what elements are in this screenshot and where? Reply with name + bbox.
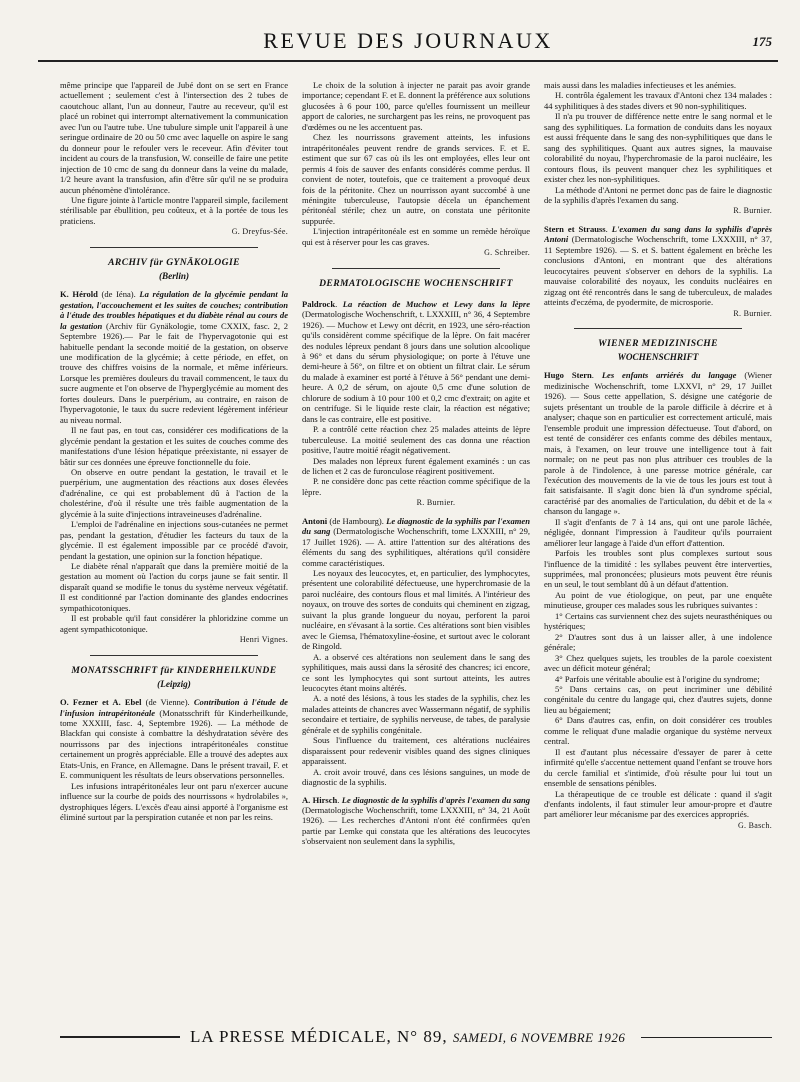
article-title: L'examen du sang dans la syphilis d'après Antoni [544,223,772,245]
author-affiliation: (de Iéna). [97,289,140,300]
paragraph: P. a contrôlé cette réaction chez 25 malades atteints de lèpre tuberculeuse. La moitié seulement des cas donna une réaction positive, l'autre moitié réagit négativement. [302,424,530,456]
paragraph: Les noyaux des leucocytes, et, en particulier, des lymphocytes, présentent une colorabilité défectueuse, une hyperchromasie de la paroi nucléaire, des contours flous et mal limités. A l'intérieur des noyaux, on trouve des sortes de conduits qui cheminent en zigzag, suivant la plus grande longueur du noyau, perforent la paroi nucléaire, en s'évasant à la sortie. Ces altérations sont bien visibles avec le Giemsa, l'hématoxyline-éosine, et surtout avec le colorant de Ringold. [302,568,530,652]
article-body: (Dermatologische Wochenschrift, tome LXXXIII, n° 29, 17 Juillet 1926). — A. attire l'attention sur des altérations des éléments du sang des syphilitiques, altérations qu'il considère comme caractéristiques. [302,526,530,568]
section-divider [90,655,258,656]
list-item: 4° Parfois une véritable aboulie est à l'origine du syndrome; [555,673,760,684]
paragraph: Le diabète rénal n'apparaît que dans la première moitié de la gestation au moment où l'action du corps jaune se fait sentir. Il disparaît quand se modifie le tonus du système nerveux végétatif. Il est conditionné par l'action dominante des glandes endocrines sympathicotoniques. [60,561,288,613]
paragraph: Une figure jointe à l'article montre l'appareil simple, facilement stérilisable par ébullition, peu coûteux, et à la portée de tous les praticiens. [60,194,288,226]
paragraph: même principe que l'appareil de Jubé dont on se sert en France actuellement ; seulement c'est à l'intersection des 2 tubes de caoutchouc allant, l'un au donneur, l'autre au receveur, qu'il est placé un robinet qui interrompt alternativement la communication avec l'un ou l'autre tube. Une tubulure simple unit l'appareil à une seringue ordinaire de 20 ou 50 cmc avec laquelle on aspire le sang du donneur pour le refouler vers le receveur. Afin d'éviter tout incident au cours de la transfusion, W. conseille de faire une petite injection de 10 cmc de sang du donneur dans la veine du malade, 1/2 heure avant la transfusion, afin d'être sûr qu'il ne se produira aucun phénomène d'intolérance. [60,80,288,195]
article-abstract: Paldrock. La réaction de Muchow et Lewy dans la lèpre (Dermatologische Wochenschrift, t. LXXXIII, n° 36, 4 Septembre 1926). — Muchow et Lewy ont décrit, en 1923, une séro-réaction qu'ils considèrent comme spécifique de la lèpre. On fait macérer des nodules lépreux pendant 8 jours dans une solution alcoolique à 96° et dans du sérum physiologique; on porte à l'étuve une demi-heure à 56°, on filtre et on obtient un filtrat clair. Le sérum du malade à examiner est porté à l'étuve à 56° pendant une demi-heure. A 0,2 de sérum, on ajoute 0,5 cmc d'une solution de chlorure de sodium à 10 pour 100 et 0,2 cmc d'extrait; on agite et on centrifuge. Si le liquide reste clair, la réaction est négative; dans le cas contraire, elle est positive. [302,298,530,424]
footer-rule-right [641,1037,772,1038]
list-item: 1° Certains cas surviennent chez des sujets neurasthéniques ou hystériques; [544,610,772,632]
article-author: Stern et Strauss [544,223,606,234]
article-abstract: A. Hirsch. Le diagnostic de la syphilis d'après l'examen du sang (Dermatologische Wochenschrift, tome LXXXIII, n° 34, 21 Août 1926). — Les recherches d'Antoni n'ont été confirmées qu'en partie par Lemke qui constata que les altérations des leucocytes s'observaient non seulement dans la syphilis, [302,794,530,847]
article-author: A. Hirsch [302,794,338,805]
page-header [38,26,778,62]
article-title: Le diagnostic de la syphilis d'après l'examen du sang [341,794,530,805]
publication-date: SAMEDI, 6 NOVEMBRE 1926 [452,1030,626,1045]
article-abstract: Stern et Strauss. L'examen du sang dans la syphilis d'après Antoni (Dermatologische Wochenschrift, tome LXXXIII, n° 37, 11 Septembre 1926). — S. et S. battent également en brèche les conclusions d'Antoni, en montrant que des altérations leucocytaires peuvent s'observer en dehors de la syphilis. La mauvaise colorabilité des noyaux, les conduits nucléaires en zigzag ont été rencontrés dans le sang de tuberculeux, de malades atteints d'eczéma, de pyodermite, de microsporie. [544,223,772,308]
article-title: Les enfants arriérés du langage [601,370,737,381]
paragraph: La méthode d'Antoni ne permet donc pas de faire le diagnostic de la syphilis d'après l'examen du sang. [544,184,772,205]
paragraph: On observe en outre pendant la gestation, le travail et le puerpérium, une augmentation des réactions aux doses élevées d'adrénaline, ce qui est probablement dû à l'action de la cholestérine, d'où il résulte une très faible augmentation de la glycémie à la suite d'injections intraveineuses d'adrénaline. [60,466,288,519]
paragraph: Sous l'influence du traitement, ces altérations nucléaires disparaissent pour redevenir visibles quand des signes cliniques apparaissent. [302,735,530,767]
paragraph: Il n'a pu trouver de différence nette entre le sang normal et le sang des syphilitiques. La formation de conduits dans les noyaux est aussi fréquente dans le sang des non-syphilitiques que dans le sang des syphilitiques. Quant aux autres signes, la mauvaise colorabilité du noyau, l'hyperchromasie de la paroi nucléaire, les contours flous, ils peuvent manquer chez les syphilitiques et exister chez les non-syphilitiques. [544,111,772,185]
journal-section-heading: WIENER MEDIZINISCHE [598,337,718,349]
author-signature: Henri Vignes. [239,635,288,645]
paragraph: Il ne faut pas, en tout cas, considérer ces modifications de la glycémie pendant la gestation et les suites de couches comme des manifestations d'une lésion hépatique préexistante, ni essayer de bâtir sur ces données une épreuve fonctionnelle du foie. [60,425,288,467]
article-author: Paldrock [302,298,336,309]
article-title: Contribution à l'étude de l'infusion intrapéritonéale [60,697,288,718]
article-abstract [60,289,288,425]
paragraph: Il s'agit d'enfants de 7 à 14 ans, qui ont une parole lâchée, négligée, donnant l'impression à l'auditeur qu'ils pourraient améliorer leur langage à l'aide d'un effort d'attention. [544,516,772,548]
paragraph: H. contrôla également les travaux d'Antoni chez 134 malades : 44 syphilitiques à des stades divers et 90 non-syphilitiques. [544,90,772,111]
paragraph: mais aussi dans les maladies infectieuses et les anémies. [544,80,737,90]
paragraph: A. a observé ces altérations non seulement dans le sang des syphilitiques, mais aussi dans la sérosité des chancres; ici encore, ce sont les lymphocytes qui sont surtout atteints, les autres leucocytes étant moins altérés. [302,651,530,694]
author-signature: R. Burnier. [416,498,456,508]
article-title: La régulation de la glycémie pendant la gestation, l'accouchement et les suites de couches; contribution à l'étude des troubles hépatiques et du diabète rénal au cours de la gestation [60,289,288,331]
footer-rule-left [60,1036,180,1038]
article-body: (Archiv für Gynäkologie, tome CXXIX, fasc. 2, 2 Septembre 1926).— Par le fait de l'hypervagotonie qui est habituelle pendant la seconde moitié de la gestation, on observe une modification de la glycémie; à cette période, en effet, on trouve des chiffres voisins de la normale, et même inférieurs. Lorsque les premières douleurs du travail commencent, le taux du sucre augmente et l'on observe de l'hyperglycémie au moment des fortes douleurs. Dans le puerpérium, au contraire, en raison de l'hypervagotonie, le taux du sucre redevient légèrement inférieur au niveau normal. [60,320,288,425]
paragraph: L'emploi de l'adrénaline en injections sous-cutanées ne permet pas, pendant la gestation, d'étudier les facteurs du taux de la glycémie. Il est également impossible par ce procédé d'avoir, pendant la gestation, une opinion sur la fonction hépatique. [60,519,288,561]
article-body: (Dermatologische Wochenschrift, t. LXXXIII, n° 36, 4 Septembre 1926). — Muchow et Lewy ont décrit, en 1923, une séro-réaction qu'ils considèrent comme spécifique de la lèpre. On fait macérer des nodules lépreux pendant 8 jours dans une solution alcoolique à 96° et dans du sérum physiologique; on porte à l'étuve une demi-heure à 56°, on filtre et on obtient un filtrat clair. Le sérum du malade à examiner est porté à l'étuve à 56° pendant une demi-heure. A 0,2 de sérum, on ajoute 0,5 cmc d'une solution de chlorure de sodium à 10 pour 100 et 0,2 cmc d'extrait; on agite et on centrifuge. Si le liquide reste clair, la réaction est négative; dans le cas contraire, elle est positive. [302,309,530,424]
paragraph: A. croit avoir trouvé, dans ces lésions sanguines, un mode de diagnostic de la syphilis. [302,766,530,788]
list-item: 3° Chez quelques sujets, les troubles de la parole coexistent avec un déficit moteur général; [544,652,772,674]
page-number: 175 [752,34,772,49]
article-author: O. Fezner et A. Ebel [60,697,142,708]
author-signature: G. Dreyfus-Sée. [231,227,288,237]
article-author: Antoni [302,515,328,526]
paragraph: Il est probable qu'il faut considérer la phloridzine comme un agent sympathicotonique. [60,613,288,634]
article-body: (Dermatologische Wochenschrift, tome LXXXIII, n° 37, 11 Septembre 1926). — S. et S. battent également en brèche les conclusions d'Antoni, en montrant que des altérations leucocytaires peuvent s'observer en dehors de la syphilis. La mauvaise colorabilité des noyaux, les conduits nucléaires en zigzag ont été rencontrés dans le sang de tuberculeux, de malades atteints d'eczéma, de pyodermite, de microsporie. [544,234,772,308]
article-abstract: Hugo Stern. Les enfants arriérés du langage (Wiener medizinische Wochenschrift, tome LXXVI, n° 29, 17 Juillet 1926). — Sous cette appellation, S. désigne une catégorie de sujets présentant un trouble de la parole difficile à décrire et à analyser; chaque son en particulier est correctement articulé, mais l'ensemble produit une impression défectueuse. Tout d'abord, on est tenté de considérer ces enfants comme des débiles mentaux, mais, à l'examen, on leur trouve une intelligence tout à fait normale; on ne peut pas non plus attribuer ces troubles de la parole à de l'indolence, à une paresse motrice générale, car l'exécution des mouvements de la vie de tous les jours est tout à fait satisfaisante. Il s'agit donc bien là d'un syndrome spécial, caractérisé par des anomalies de l'articulation, du débit et de la « chanson du langage ». [544,370,772,517]
author-affiliation: (de Hambourg). [327,515,387,526]
article-author: K. Hérold [60,289,98,300]
article-body: (Dermatologische Wochenschrift, tome LXXXIII, n° 34, 21 Août 1926). — Les recherches d'Antoni n'ont été confirmées qu'en partie par Lemke qui constata que les altérations des leucocytes s'observaient non seulement dans la syphilis, [302,805,530,847]
author-signature: G. Schreiber. [484,248,530,258]
article-body: (Monatsschrift für Kinderheilkunde, tome XXXIII, fasc. 4, Septembre 1926). — La méthode de Blackfan qui consiste à combattre la déshydratation sévère des nourrissons par des injections intrapéritonéales constitue certainement un progrès appréciable. Elle a trouvé des adeptes aux Etats-Unis, en France, en Allemagne. Dans le présent travail, F. et E. communiquent les résultats de leurs observations personnelles. [60,707,288,781]
journal-city: (Berlin) [158,270,190,281]
journal-section-heading: MONATSSCHRIFT für KINDERHEILKUNDE [71,664,277,676]
paragraph: Chez les nourrissons gravement atteints, les infusions intrapéritonéales peuvent rendre de grands services. F. et E. estiment que sur 67 cas où ils les ont employées, elles leur ont permis 4 fois de sauver des enfants considérés comme perdus. Il convient de noter, toutefois, que ce traitement a provoqué deux fois de la péritonite. Chez un nourrisson ayant succombé à une méningite tuberculeuse, l'autopsie décela un épanchement péritonéal stérile; chez un autre, on constata une péritonite suppurée. [302,132,530,226]
paragraph: La thérapeutique de ce trouble est délicate : quand il s'agit d'enfants indolents, il faut stimuler leur amour-propre et d'autre part améliorer leur mécanisme par des exercices appropriés. [544,788,772,820]
article-body: (Wiener medizinische Wochenschrift, tome LXXVI, n° 29, 17 Juillet 1926). — Sous cette appellation, S. désigne une catégorie de sujets présentant un trouble de la parole difficile à décrire et à analyser; chaque son en particulier est correctement articulé, mais l'ensemble produit une impression défectueuse. Tout d'abord, on est tenté de considérer ces enfants comme des débiles mentaux, mais, à l'examen, on leur trouve une intelligence tout à fait normale; on ne peut pas non plus attribuer ces troubles de la parole à de l'indolence, à une paresse motrice générale, car l'exécution des mouvements de la vie de tous les jours est tout à fait satisfaisante. Il s'agit donc bien là d'un syndrome spécial, caractérisé par des anomalies de l'articulation, du débit et de la « chanson du langage ». [544,370,772,517]
section-divider [332,268,500,269]
author-affiliation: (de Vienne). [141,697,194,708]
article-abstract [302,516,530,568]
footer-text [180,1027,635,1047]
article-author: Hugo Stern [544,370,592,381]
author-signature: R. Burnier. [733,308,772,318]
paragraph: Les infusions intrapéritonéales leur ont paru n'exercer aucune influence sur la courbe de poids des nourrissons « hydrolabiles », dystrophiques légers. L'excès d'eau ainsi apporté à l'organisme est éliminé surtout par la perspiration cutanée et non par les reins. [60,780,288,823]
publication-name: LA PRESSE MÉDICALE, N° 89, [190,1027,448,1046]
text-columns [60,80,772,1026]
column-1 [60,80,288,1026]
section-divider [574,328,742,329]
journal-city: (Leipzig) [157,678,191,689]
article-abstract [60,697,288,781]
author-signature: R. Burnier. [733,206,772,216]
paragraph: L'injection intrapéritonéale est en somme un remède héroïque qui est à réserver pour les cas graves. [302,226,530,247]
author-signature: G. Basch. [737,820,772,830]
paragraph: Au point de vue étiologique, on peut, par une enquête minutieuse, grouper ces malades sous les rubriques suivantes : [544,589,772,611]
list-item: 2° D'autres sont dus à un laisser aller, à une indolence générale; [544,631,772,653]
paragraph: Des malades non lépreux furent également examinés : un cas de lichen et 2 cas de furonculose réagirent positivement. [302,455,530,476]
column-2 [302,80,530,1026]
list-item: 5° Dans certains cas, on peut incriminer une débilité congénitale du centre du langage qui, chez d'autres sujets, donne lieu au bégaiement; [544,684,772,715]
journal-section-heading-line2: WOCHENSCHRIFT [617,351,699,362]
paragraph: Il est d'autant plus nécessaire d'essayer de parer à cette infirmité qu'elle s'accentue nettement quand l'enfant se trouve hors du cercle familial et s'intimide, d'où résulte pour lui tout un ensemble de sensations pénibles. [544,746,772,789]
article-title: La réaction de Muchow et Lewy dans la lèpre [342,298,530,309]
journal-section-heading: DERMATOLOGISCHE WOCHENSCHRIFT [319,277,513,289]
column-3 [544,80,772,1026]
paragraph: Le choix de la solution à injecter ne parait pas avoir grande importance; cependant F. et E. donnent la préférence aux solutions glucosées à 6 pour 100, parce qu'elles fournissent un meilleur apport de calories, ne surchargent pas les reins, ne provoquent pas d'œdèmes ou ne les accentuent pas. [302,80,530,132]
journal-section-heading: ARCHIV für GYNÄKOLOGIE [108,256,240,268]
paragraph: A. a noté des lésions, à tous les stades de la syphilis, chez les malades atteints de chancres avec Wassermann négatif, de syphilis secondaire et tertiaire, de syphilis nerveuse, de tabes, de paralysie générale et de syphilis congénitale. [302,693,530,735]
page-footer [60,1026,772,1048]
list-item: 6° Dans d'autres cas, enfin, on doit considérer ces troubles comme le reliquat d'une maladie organique du système nerveux central. [544,715,772,747]
running-title: REVUE DES JOURNAUX [263,28,553,53]
article-title: Le diagnostic de la syphilis par l'examen du sang [302,515,530,537]
section-divider [90,247,258,248]
paragraph: P. ne considère donc pas cette réaction comme spécifique de la lèpre. [302,476,530,497]
paragraph: Parfois les troubles sont plus complexes surtout sous l'influence de la timidité : les syllabes peuvent être interverties, supprimées, mal prononcées; plusieurs mots peuvent être réunis en un seul, le tout semblant dû à un défaut d'attention. [544,548,772,590]
